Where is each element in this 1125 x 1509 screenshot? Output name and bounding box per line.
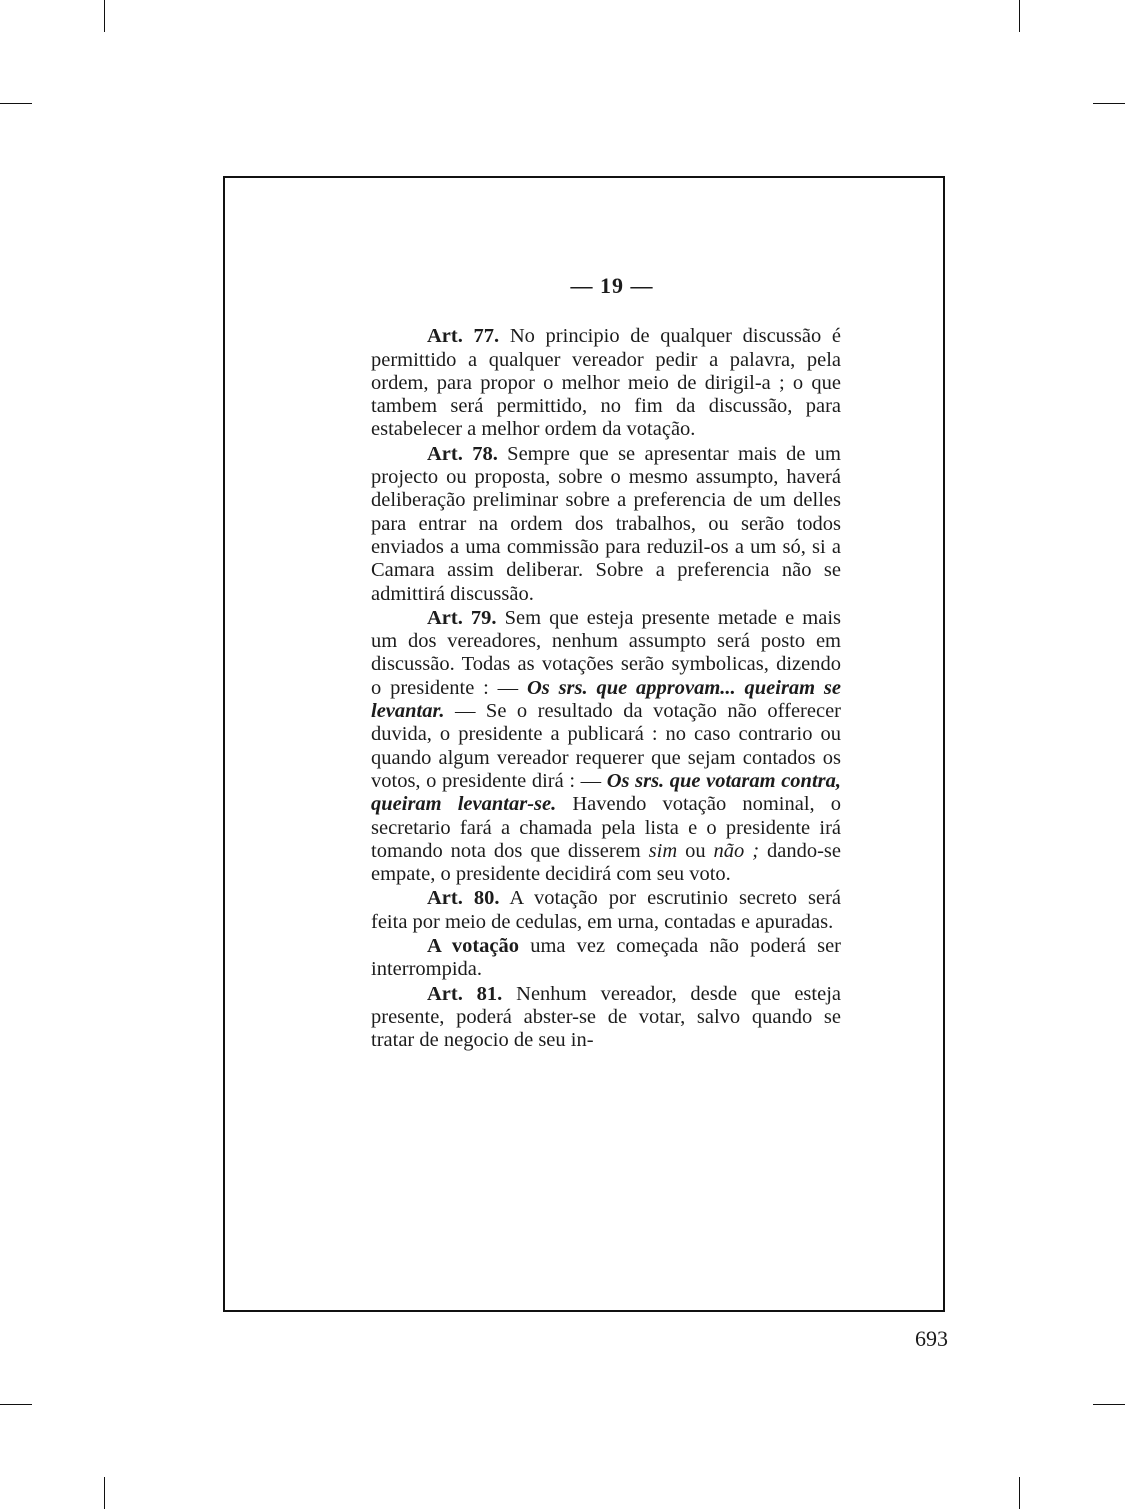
article-80-continuation	[371, 935, 841, 982]
crop-mark	[1019, 0, 1020, 32]
article-text: — Se o resultado da votação não offerecer duvida, o presidente a publicará : no caso contrario ou quando algum vereador requerer que sejam contados os votos, o presidente dirá : —	[371, 700, 841, 792]
article-number: Art. 80.	[427, 887, 500, 910]
article-text: A votação por escrutinio secreto será feita por meio de cedulas, em urna, contadas e apuradas.	[371, 887, 841, 933]
italic-word: sim	[648, 839, 678, 862]
crop-mark	[104, 1477, 105, 1509]
page-number: 693	[915, 1326, 948, 1351]
crop-mark	[1093, 103, 1125, 104]
page-header: — 19 —	[570, 273, 654, 298]
crop-mark	[104, 0, 105, 32]
article-number: Art. 77.	[427, 325, 500, 348]
article-78	[371, 443, 841, 606]
crop-mark	[0, 103, 32, 104]
article-80	[371, 887, 841, 934]
article-text: uma vez começada não poderá ser interrompida.	[371, 935, 841, 981]
quoted-formula: Os srs. que votaram contra, queiram levantar-se.	[371, 769, 842, 816]
crop-mark	[0, 1404, 32, 1405]
paragraph-lead: A votação	[427, 935, 520, 958]
article-text: No principio de qualquer discussão é permittido a qualquer vereador pedir a palavra, pela ordem, para propor o melhor meio de dirigil-a ; o que tambem será permittido, no fim da discussão, para estabelecer a melhor ordem da votação.	[371, 325, 841, 441]
crop-mark	[1019, 1477, 1020, 1509]
article-text: Nenhum vereador, desde que esteja presente, poderá abster-se de votar, salvo quando se tratar de negocio de seu in-	[371, 982, 841, 1052]
article-79	[371, 607, 841, 887]
article-number: Art. 81.	[427, 982, 503, 1005]
article-number: Art. 78.	[427, 442, 498, 465]
scanned-text-block	[371, 274, 841, 1053]
article-number: Art. 79.	[427, 606, 497, 629]
article-text: Sempre que se apresentar mais de um projecto ou proposta, sobre o mesmo assumpto, haverá deliberação preliminar sobre a preferencia de um delles para entrar na ordem dos trabalhos, ou serão todos enviados a uma commissão para reduzil-os a um só, si a Camara assim deliberar. Sobre a preferencia não se admittirá discussão.	[371, 442, 842, 605]
article-text: dando-se empate, o presidente decidirá com seu voto.	[371, 839, 841, 886]
crop-mark	[1093, 1404, 1125, 1405]
article-text: Havendo votação nominal, o secretario fará a chamada pela lista e o presidente irá tomando nota dos que disserem	[371, 793, 842, 862]
article-81	[371, 983, 841, 1053]
article-text: ou	[685, 839, 706, 862]
scanned-page-frame	[223, 176, 945, 1312]
quoted-formula: Os srs. que approvam... queiram se levantar.	[371, 676, 842, 723]
italic-word: não ;	[713, 839, 760, 862]
article-77	[371, 325, 841, 441]
article-text: Sem que esteja presente metade e mais um dos vereadores, nenhum assumpto será posto em discussão. Todas as votações serão symbolicas, dizendo o presidente : —	[371, 606, 841, 699]
